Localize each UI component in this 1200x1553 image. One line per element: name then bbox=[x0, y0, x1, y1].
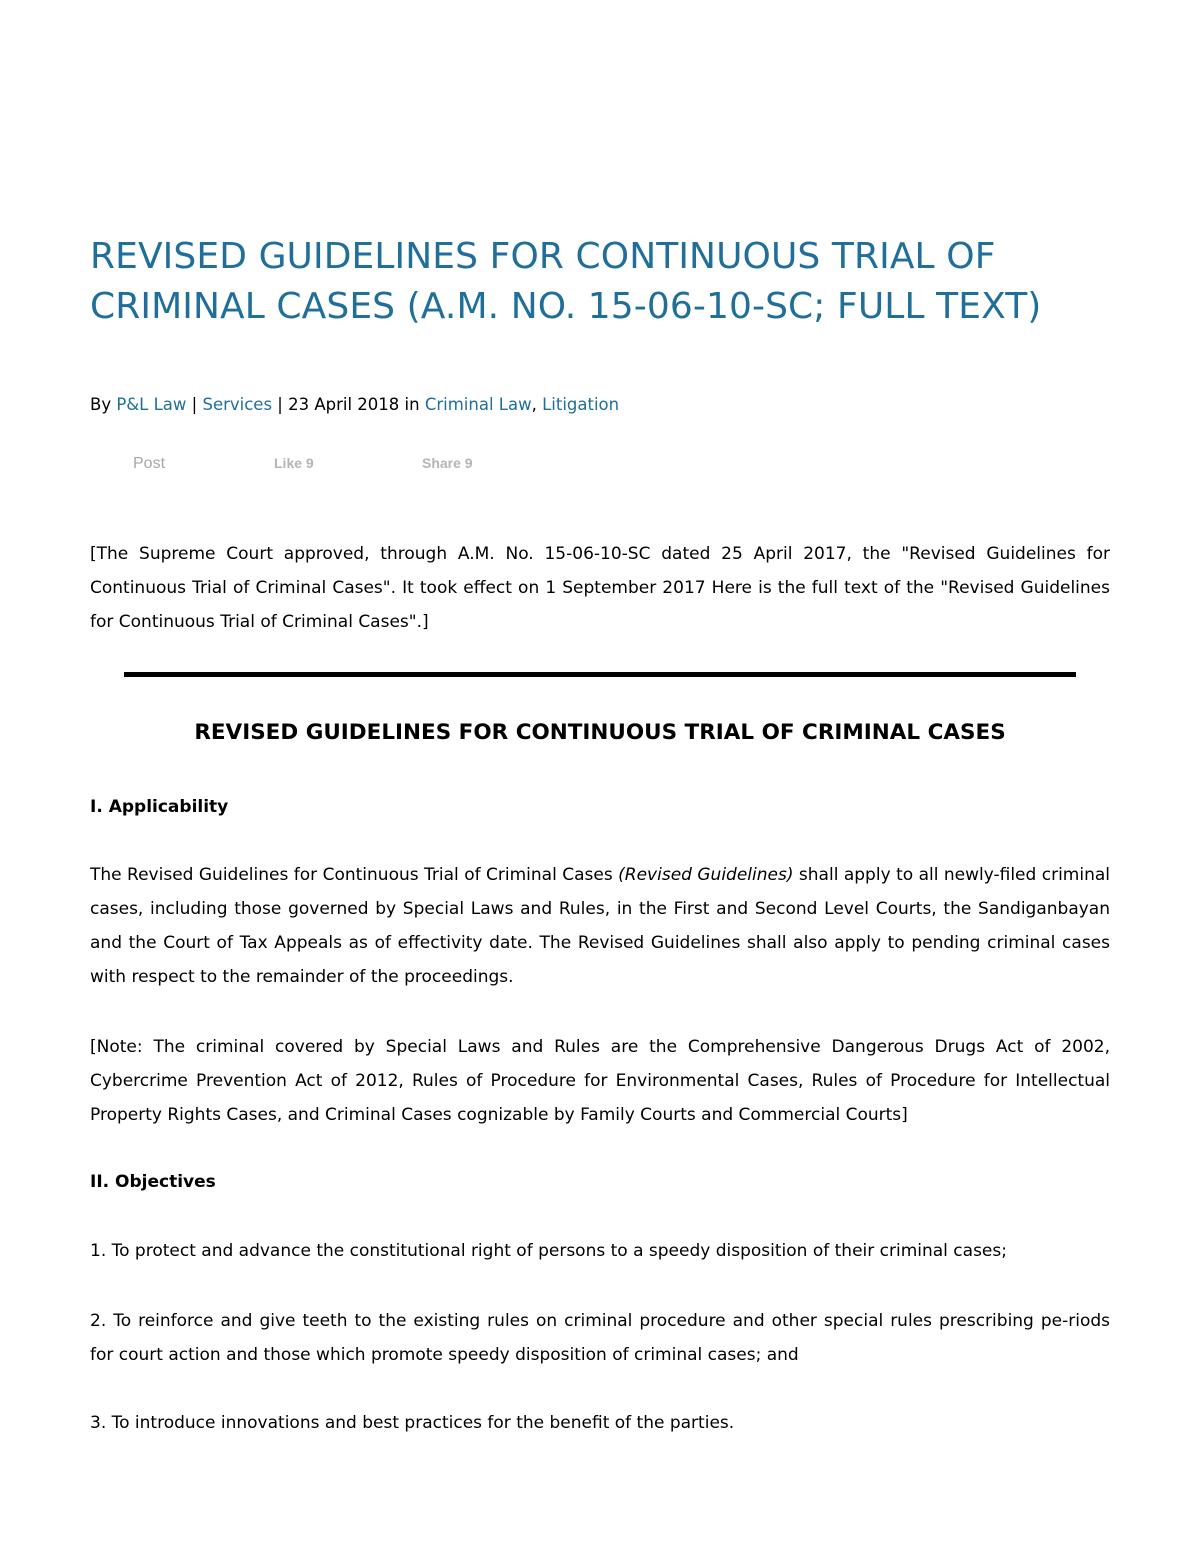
meta-separator: | bbox=[186, 395, 203, 414]
by-label: By bbox=[90, 395, 117, 414]
section-title: REVISED GUIDELINES FOR CONTINUOUS TRIAL OF CRIMINAL CASES bbox=[194, 720, 1006, 745]
objective-item-3: 3. To introduce innovations and best practices for the benefit of the parties. bbox=[90, 1413, 735, 1433]
category-link-litigation[interactable]: Litigation bbox=[542, 395, 620, 414]
services-link[interactable]: Services bbox=[202, 395, 273, 414]
objectives-heading: II. Objectives bbox=[90, 1172, 216, 1192]
applicability-text-start: The Revised Guidelines for Continuous Trial of Criminal Cases bbox=[90, 865, 619, 885]
applicability-text-italic: (Revised Guidelines) bbox=[618, 865, 794, 885]
applicability-text-end: shall apply to all newly-filed criminal cases, including those governed by Special Laws and Rules, in the First and Second Level Courts, the Sandiganbayan and the Court of Tax Appeals as of effectivity date. The Revised Guidelines shall also apply to pending criminal cases with respect to the remainder of the proceedings. bbox=[90, 865, 1110, 987]
applicability-paragraph bbox=[90, 858, 1110, 994]
post-button[interactable]: Post bbox=[133, 455, 166, 472]
page-title: REVISED GUIDELINES FOR CONTINUOUS TRIAL OF CRIMINAL CASES (A.M. NO. 15-06-10-SC; FULL TEXT) bbox=[90, 236, 1042, 327]
post-meta bbox=[90, 392, 619, 418]
author-link[interactable]: P&L Law bbox=[116, 395, 187, 414]
objective-item-1: 1. To protect and advance the constitutional right of persons to a speedy disposition of their criminal cases; bbox=[90, 1241, 1007, 1261]
like-button[interactable]: Like 9 bbox=[274, 455, 314, 471]
category-separator: , bbox=[531, 395, 543, 414]
intro-paragraph: [The Supreme Court approved, through A.M. No. 15-06-10-SC dated 25 April 2017, the "Revised Guidelines for Continuous Trial of Criminal Cases". It took effect on 1 September 2017 Here is the full text of the "Revised Guidelines for Continuous Trial of Criminal Cases".] bbox=[90, 544, 1110, 632]
objective-item-2: 2. To reinforce and give teeth to the existing rules on criminal procedure and other special rules prescribing pe-riods for court action and those which promote speedy disposition of criminal cases; and bbox=[90, 1311, 1110, 1365]
divider bbox=[124, 672, 1076, 677]
share-button[interactable]: Share 9 bbox=[422, 455, 473, 471]
category-link-criminal-law[interactable]: Criminal Law bbox=[424, 395, 532, 414]
note-paragraph: [Note: The criminal covered by Special Laws and Rules are the Comprehensive Dangerous Drugs Act of 2002, Cybercrime Prevention Act of 2012, Rules of Procedure for Environmental Cases, Rules of Procedure for Intellectual Property Rights Cases, and Criminal Cases cognizable by Family Courts and Commercial Courts] bbox=[90, 1037, 1110, 1125]
applicability-heading: I. Applicability bbox=[90, 797, 229, 817]
post-date: | 23 April 2018 in bbox=[272, 395, 425, 414]
